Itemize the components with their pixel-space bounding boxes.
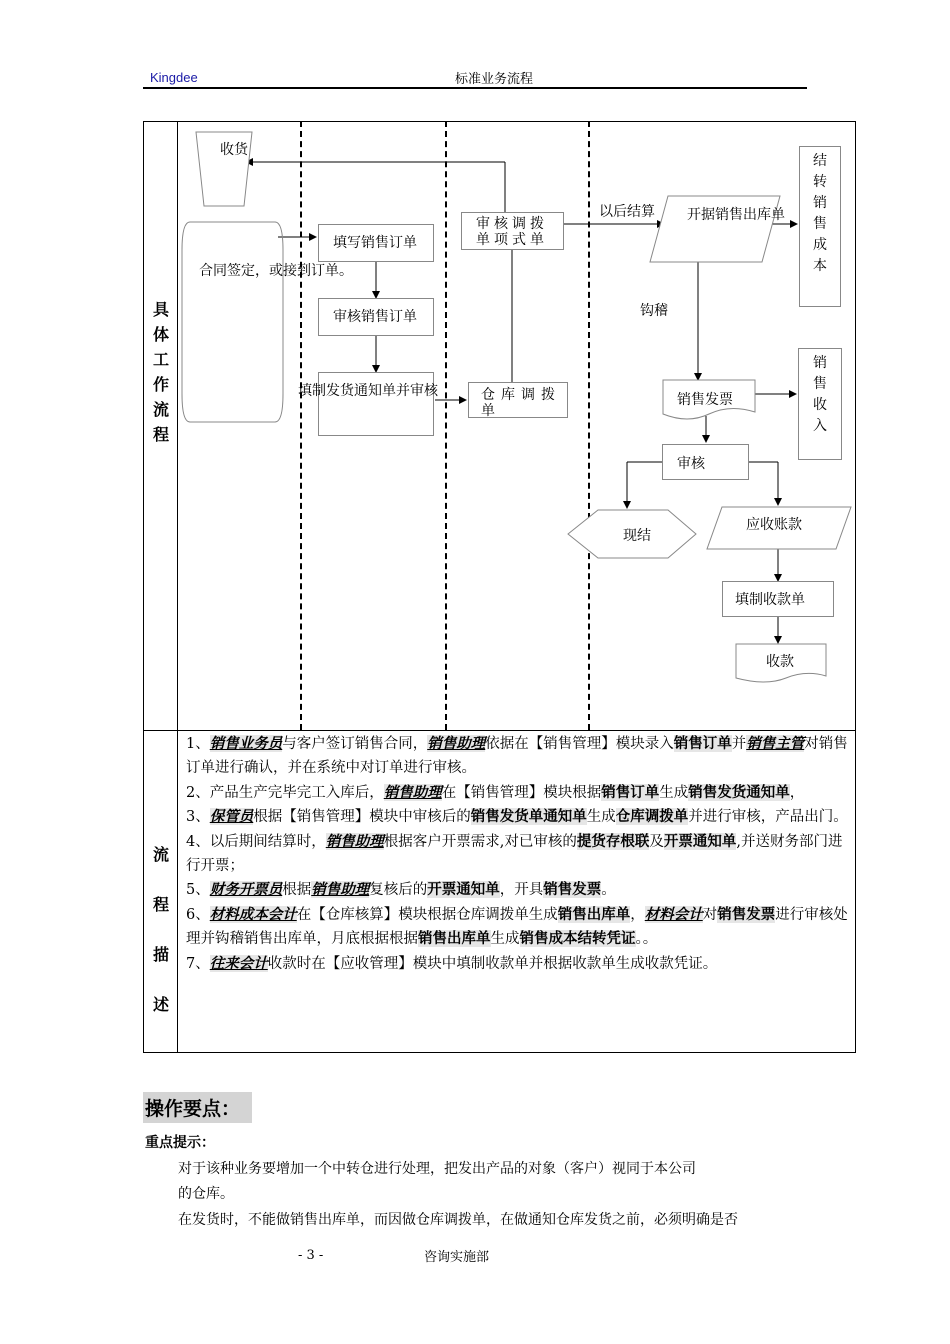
desc-line-6: 6、材料成本会计在【仓库核算】模块根据仓库调拨单生成销售出库单，材料会计对销售发票进行审核处理并钩稽销售出库单，月底根据根据销售出库单生成销售成本结转凭证。。: [186, 905, 848, 948]
audit-box: 审核: [662, 444, 749, 480]
note-para-1: 对于该种业务要增加一个中转仓进行处理，把发出产品的对象（客户）视同于本公司: [178, 1161, 696, 1177]
fill-notice-label: 填制发货通知单并审核: [298, 383, 438, 399]
receivable-label: 应收账款: [746, 517, 802, 533]
fill-order-box: 填写销售订单: [318, 224, 434, 262]
sales-invoice-label: 销售发票: [677, 392, 733, 408]
desc-line-4: 4、以后期间结算时，销售助理根据客户开票需求,对已审核的提货存根联及开票通知单,并送财务部门进行开票；: [186, 832, 843, 875]
header-title: 标准业务流程: [455, 72, 534, 87]
contract-shape: [182, 222, 283, 422]
carry-cost-box: 结 转 销 售 成 本: [799, 146, 841, 307]
note-para-1b: 的仓库。: [178, 1186, 234, 1202]
contract-label: 合同签定，或接到订单。: [199, 263, 353, 279]
desc-line-5: 5、财务开票员根据销售助理复核后的开票通知单，开具销售发票。: [186, 881, 616, 899]
audit-transfer-box: 审核调拨单项式单: [461, 212, 564, 250]
receive-label: 收货: [220, 142, 248, 158]
footer-page: - 3 -: [298, 1248, 324, 1263]
footer-dept: 咨询实施部: [424, 1250, 490, 1265]
desc-line-2: 2、产品生产完毕完工入库后，销售助理在【销售管理】模块根据销售订单生成销售发货通知单，: [186, 783, 805, 801]
cash-settle-label: 现结: [623, 528, 651, 544]
fill-receipt-box: 填制收款单: [722, 581, 834, 617]
issue-out-label: 开据销售出库单: [687, 207, 785, 223]
reconcile-label: 钩稽: [640, 303, 668, 319]
header-brand: Kingdee: [150, 70, 198, 85]
sales-income-box: 销 售 收 入: [798, 348, 842, 460]
row-label-description: 流 程 描 述: [152, 845, 169, 1014]
warehouse-transfer-box: 仓库调拨单: [468, 382, 568, 418]
process-description: [186, 732, 851, 976]
later-settle-label: 以后结算: [599, 204, 655, 220]
desc-line-3: 3、保管员根据【销售管理】模块中审核后的销售发货单通知单生成仓库调拨单并进行审核，产品出门。: [186, 808, 848, 826]
section-title: 操作要点：: [143, 1092, 252, 1123]
note-para-2: 在发货时，不能做销售出库单，而因做仓库调拨单，在做通知仓库发货之前，必须明确是否: [178, 1212, 738, 1228]
desc-line-1: 1、销售业务员与客户签订销售合同，销售助理依据在【销售管理】模块录入销售订单并销售主管对销售订单进行确认，并在系统中对订单进行审核。: [186, 735, 848, 777]
desc-line-7: 7、往来会计收款时在【应收管理】模块中填制收款单并根据收款单生成收款凭证。: [186, 954, 718, 972]
audit-order-box: 审核销售订单: [318, 298, 434, 336]
section-subtitle: 重点提示：: [145, 1135, 215, 1151]
collect-label: 收款: [766, 654, 794, 670]
row-label-workflow: 具 体 工 作 流 程: [152, 300, 169, 444]
